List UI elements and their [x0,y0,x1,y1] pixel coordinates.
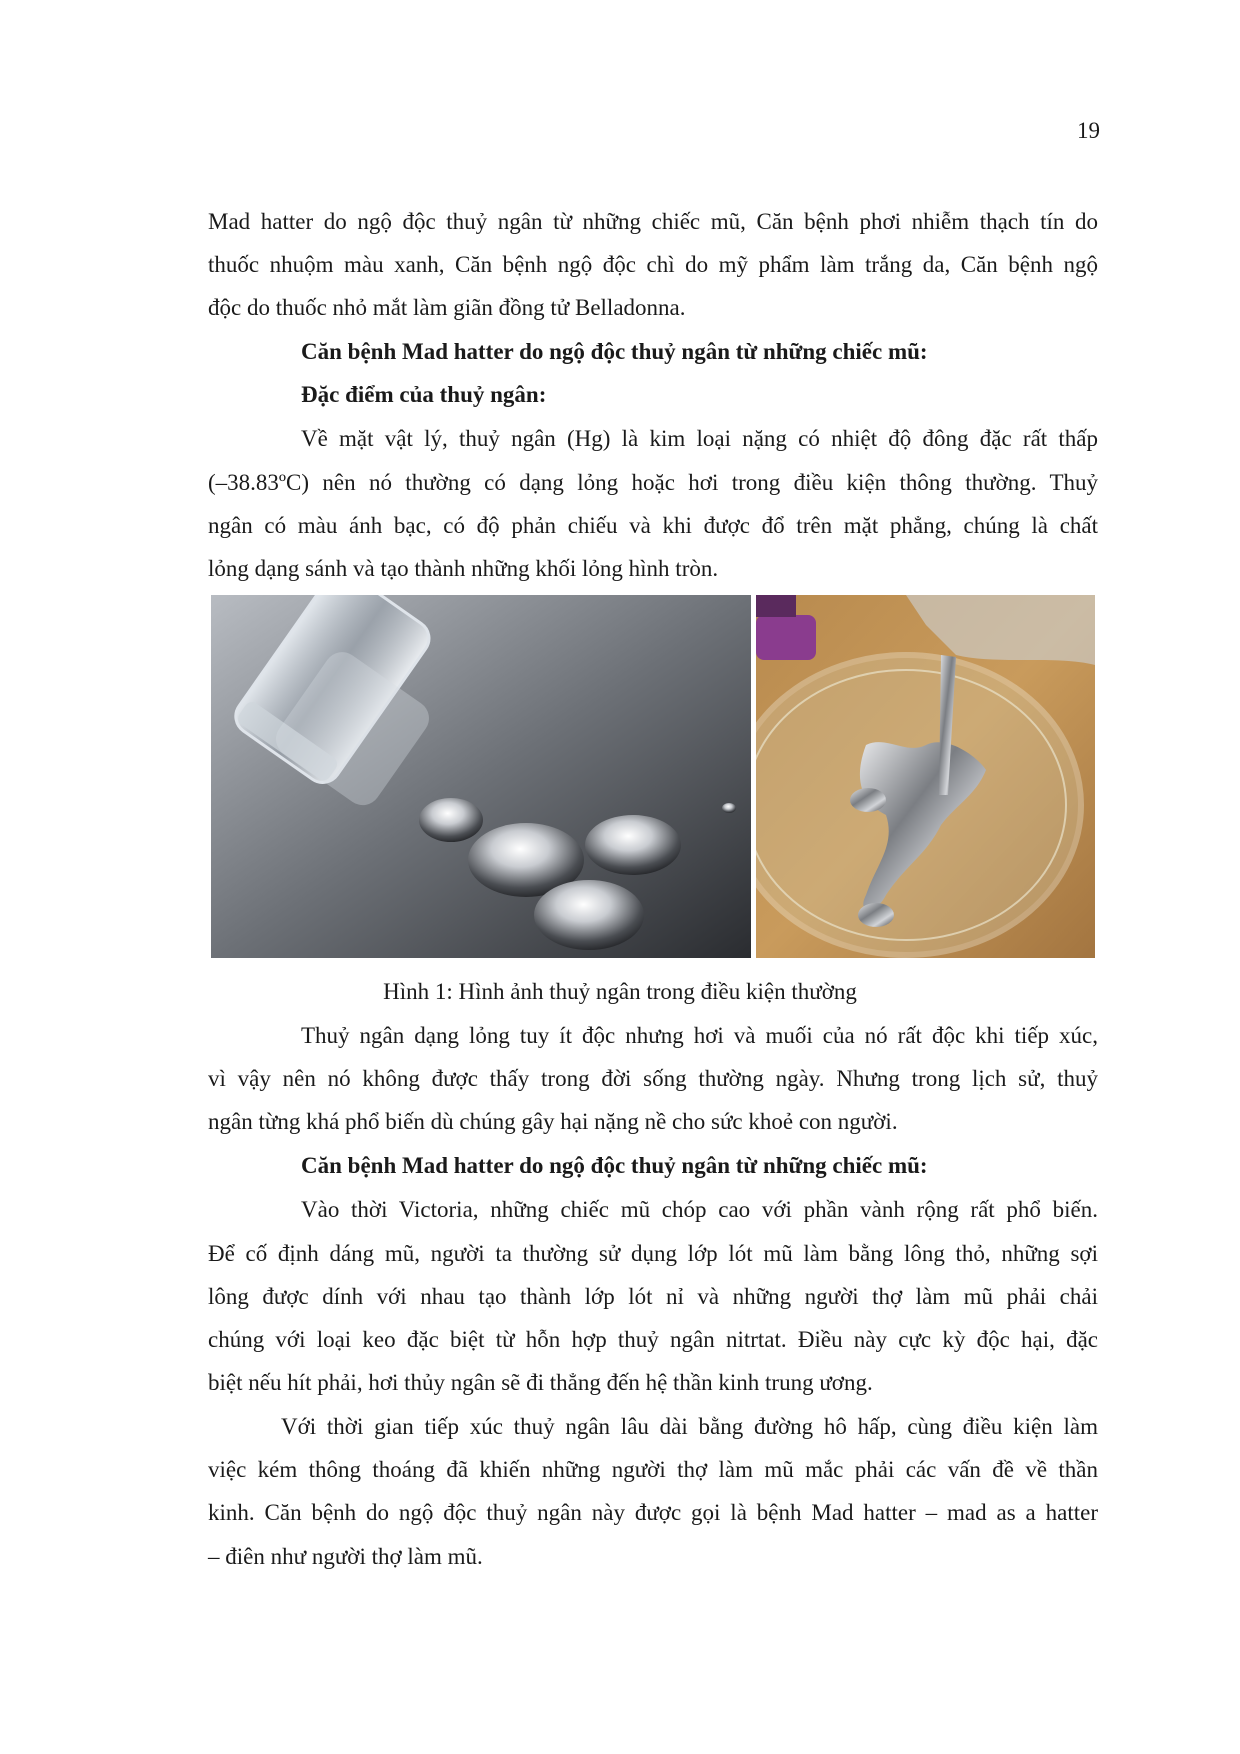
victoria-line-1: Vào thời Victoria, những chiếc mũ chóp cao với phần vành rộng rất phổ biến. [301,1197,1098,1222]
figure-mercury [211,595,1095,958]
victoria-line-3: lông được dính với nhau tạo thành lớp lót nỉ và những người thợ làm mũ phải chải [208,1284,1098,1309]
mercury-line-3: ngân có màu ánh bạc, có độ phản chiếu và khi được đổ trên mặt phẳng, chúng là chất [208,513,1098,538]
intro-line-2: thuốc nhuộm màu xanh, Căn bệnh ngộ độc chì do mỹ phẩm làm trắng da, Căn bệnh ngộ [208,252,1098,277]
exposure-line-1: Với thời gian tiếp xúc thuỷ ngân lâu dài bằng đường hô hấp, cùng điều kiện làm [281,1414,1098,1439]
intro-line-3: độc do thuốc nhỏ mắt làm giãn đồng tử Belladonna. [208,295,686,320]
intro-line-1: Mad hatter do ngộ độc thuỷ ngân từ những chiếc mũ, Căn bệnh phơi nhiễm thạch tín do [208,209,1098,234]
section-heading-mercury-properties: Đặc điểm của thuỷ ngân: [301,382,547,407]
section-heading-mad-hatter-2: Căn bệnh Mad hatter do ngộ độc thuỷ ngân từ những chiếc mũ: [301,1153,928,1178]
page-number: 19 [1077,118,1100,143]
mercury-line-1: Về mặt vật lý, thuỷ ngân (Hg) là kim loại nặng có nhiệt độ đông đặc rất thấp [301,426,1098,451]
exposure-line-2: việc kém thông thoáng đã khiến những người thợ làm mũ mắc phải các vấn đề về thần [208,1457,1098,1482]
photo-mercury-droplets [211,595,751,958]
victoria-line-5: biệt nếu hít phải, hơi thủy ngân sẽ đi thẳng đến hệ thần kinh trung ương. [208,1370,873,1395]
toxicity-line-1: Thuỷ ngân dạng lỏng tuy ít độc nhưng hơi và muối của nó rất độc khi tiếp xúc, [301,1023,1098,1048]
victoria-line-4: chúng với loại keo đặc biệt từ hỗn hợp thuỷ ngân nitrtat. Điều này cực kỳ độc hại, đặc [208,1327,1098,1352]
mercury-line-4: lỏng dạng sánh và tạo thành những khối lỏng hình tròn. [208,556,719,581]
toxicity-line-2: vì vậy nên nó không được thấy trong đời sống thường ngày. Nhưng trong lịch sử, thuỷ [208,1066,1098,1091]
photo-mercury-pouring [756,595,1095,958]
victoria-line-2: Để cố định dáng mũ, người ta thường sử dụng lớp lót mũ làm bằng lông thỏ, những sợi [208,1241,1098,1266]
toxicity-line-3: ngân từng khá phổ biến dù chúng gây hại nặng nề cho sức khoẻ con người. [208,1109,898,1134]
exposure-line-3: kinh. Căn bệnh do ngộ độc thuỷ ngân này được gọi là bệnh Mad hatter – mad as a hatter [208,1500,1098,1525]
exposure-line-4: – điên như người thợ làm mũ. [208,1544,483,1569]
mercury-line-2: (–38.83ºC) nên nó thường có dạng lỏng hoặc hơi trong điều kiện thông thường. Thuỷ [208,470,1098,495]
section-heading-mad-hatter: Căn bệnh Mad hatter do ngộ độc thuỷ ngân từ những chiếc mũ: [301,339,928,364]
figure-caption: Hình 1: Hình ảnh thuỷ ngân trong điều kiện thường [383,979,857,1004]
